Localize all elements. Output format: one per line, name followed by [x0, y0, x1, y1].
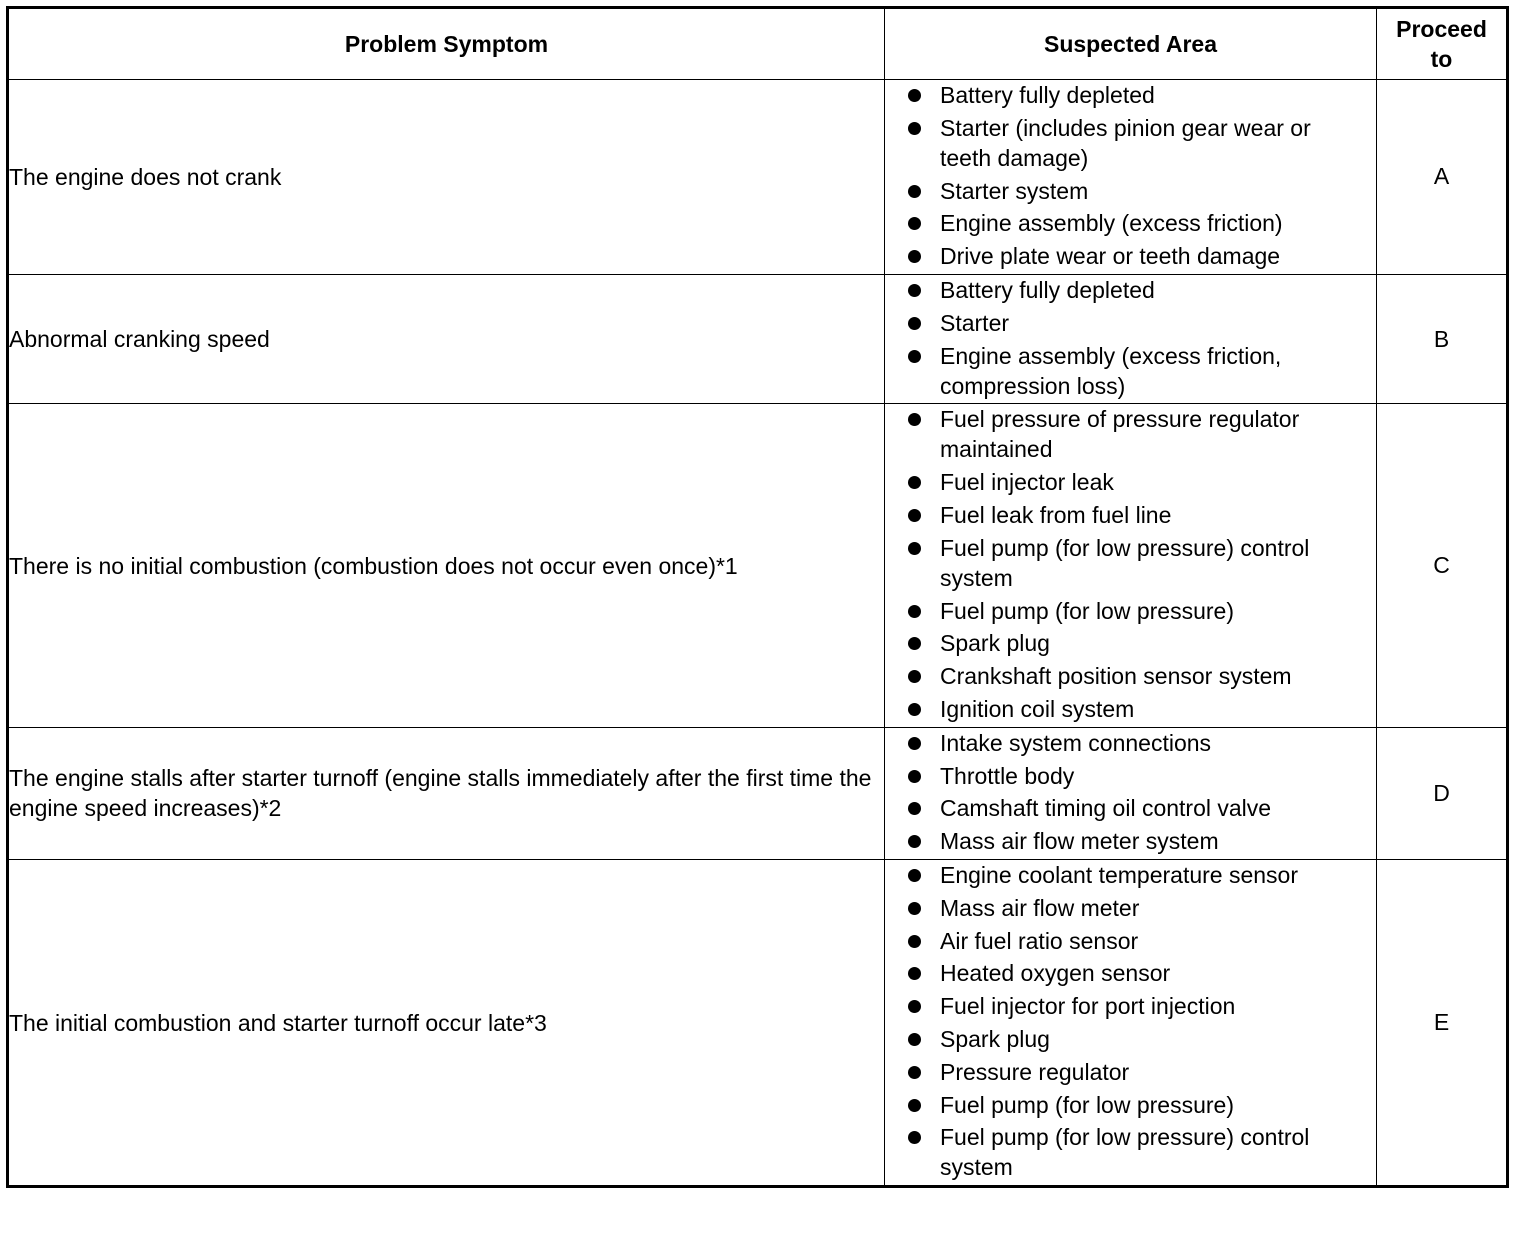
suspected-area-item — [885, 596, 1376, 626]
bullet-icon — [908, 703, 921, 716]
bullet-icon — [908, 122, 921, 135]
bullet-icon — [908, 1033, 921, 1046]
suspected-area-cell — [885, 727, 1377, 859]
bullet-icon — [908, 284, 921, 297]
suspected-area-text: Engine coolant temperature sensor — [940, 861, 1298, 888]
suspected-area-text: Engine assembly (excess friction) — [940, 210, 1283, 237]
bullet-icon — [908, 637, 921, 650]
suspected-area-text: Throttle body — [940, 762, 1075, 789]
bullet-icon — [908, 770, 921, 783]
table-row — [8, 80, 1508, 275]
proceed-to-cell: D — [1377, 727, 1508, 859]
suspected-area-text: Fuel pump (for low pressure) — [940, 1091, 1234, 1118]
bullet-icon — [908, 737, 921, 750]
bullet-icon — [908, 1099, 921, 1112]
suspected-area-text: Air fuel ratio sensor — [940, 927, 1139, 954]
bullet-icon — [908, 476, 921, 489]
suspected-area-text: Intake system connections — [940, 729, 1212, 756]
suspected-area-item — [885, 533, 1376, 593]
suspected-area-item — [885, 500, 1376, 530]
bullet-icon — [908, 967, 921, 980]
problem-symptom-cell: There is no initial combustion (combustion does not occur even once)*1 — [8, 404, 885, 727]
problem-symptom-cell: Abnormal cranking speed — [8, 274, 885, 403]
bullet-icon — [908, 509, 921, 522]
suspected-area-text: Fuel pump (for low pressure) control system — [940, 1124, 1310, 1181]
suspected-area-item — [885, 661, 1376, 691]
suspected-area-text: Drive plate wear or teeth damage — [940, 243, 1281, 270]
suspected-area-list — [885, 728, 1376, 856]
suspected-area-text: Fuel injector for port injection — [940, 993, 1236, 1020]
suspected-area-item — [885, 628, 1376, 658]
bullet-icon — [908, 413, 921, 426]
suspected-area-text: Fuel pump (for low pressure) control system — [940, 534, 1310, 591]
suspected-area-item — [885, 728, 1376, 758]
suspected-area-item — [885, 860, 1376, 890]
bullet-icon — [908, 935, 921, 948]
suspected-area-item — [885, 1024, 1376, 1054]
suspected-area-text: Fuel pressure of pressure regulator maintained — [940, 406, 1300, 463]
problem-symptom-cell: The engine stalls after starter turnoff (engine stalls immediately after the first time the engine speed increases)*2 — [8, 727, 885, 859]
suspected-area-item — [885, 176, 1376, 206]
suspected-area-text: Crankshaft position sensor system — [940, 663, 1292, 690]
suspected-area-text: Starter system — [940, 177, 1089, 204]
suspected-area-text: Mass air flow meter system — [940, 828, 1219, 855]
suspected-area-item — [885, 308, 1376, 338]
suspected-area-cell — [885, 859, 1377, 1186]
proceed-to-cell: B — [1377, 274, 1508, 403]
suspected-area-item — [885, 991, 1376, 1021]
bullet-icon — [908, 250, 921, 263]
bullet-icon — [908, 217, 921, 230]
bullet-icon — [908, 835, 921, 848]
table-row — [8, 727, 1508, 859]
bullet-icon — [908, 317, 921, 330]
suspected-area-item — [885, 404, 1376, 464]
suspected-area-item — [885, 761, 1376, 791]
suspected-area-item — [885, 341, 1376, 401]
suspected-area-list — [885, 80, 1376, 271]
diagnosis-table — [6, 6, 1509, 1188]
suspected-area-item — [885, 958, 1376, 988]
suspected-area-text: Engine assembly (excess friction, compression loss) — [940, 342, 1282, 399]
suspected-area-list — [885, 404, 1376, 724]
suspected-area-item — [885, 467, 1376, 497]
suspected-area-text: Fuel pump (for low pressure) — [940, 597, 1234, 624]
proceed-to-cell: E — [1377, 859, 1508, 1186]
bullet-icon — [908, 902, 921, 915]
bullet-icon — [908, 1000, 921, 1013]
bullet-icon — [908, 1131, 921, 1144]
suspected-area-list — [885, 275, 1376, 401]
suspected-area-text: Battery fully depleted — [940, 276, 1155, 303]
table-body — [8, 80, 1508, 1187]
suspected-area-item — [885, 208, 1376, 238]
suspected-area-item — [885, 893, 1376, 923]
problem-symptom-cell: The initial combustion and starter turnoff occur late*3 — [8, 859, 885, 1186]
suspected-area-cell — [885, 274, 1377, 403]
bullet-icon — [908, 670, 921, 683]
suspected-area-item — [885, 80, 1376, 110]
suspected-area-text: Starter (includes pinion gear wear or teeth damage) — [940, 114, 1311, 171]
suspected-area-text: Camshaft timing oil control valve — [940, 795, 1272, 822]
proceed-to-cell: C — [1377, 404, 1508, 727]
table-row — [8, 404, 1508, 727]
suspected-area-text: Ignition coil system — [940, 695, 1135, 722]
bullet-icon — [908, 1066, 921, 1079]
suspected-area-item — [885, 241, 1376, 271]
suspected-area-text: Starter — [940, 309, 1010, 336]
suspected-area-item — [885, 1057, 1376, 1087]
suspected-area-text: Fuel injector leak — [940, 469, 1114, 496]
suspected-area-item — [885, 1090, 1376, 1120]
table-row — [8, 274, 1508, 403]
suspected-area-cell — [885, 404, 1377, 727]
bullet-icon — [908, 869, 921, 882]
suspected-area-list — [885, 860, 1376, 1182]
suspected-area-item — [885, 113, 1376, 173]
bullet-icon — [908, 605, 921, 618]
suspected-area-text: Battery fully depleted — [940, 82, 1155, 108]
header-proceed-to — [1377, 8, 1508, 80]
header-problem-symptom: Problem Symptom — [8, 8, 885, 80]
suspected-area-item — [885, 926, 1376, 956]
bullet-icon — [908, 802, 921, 815]
bullet-icon — [908, 542, 921, 555]
suspected-area-text: Heated oxygen sensor — [940, 960, 1171, 987]
proceed-to-cell: A — [1377, 80, 1508, 275]
problem-symptom-cell: The engine does not crank — [8, 80, 885, 275]
suspected-area-text: Mass air flow meter — [940, 894, 1140, 921]
header-suspected-area: Suspected Area — [885, 8, 1377, 80]
bullet-icon — [908, 185, 921, 198]
suspected-area-item — [885, 1122, 1376, 1182]
suspected-area-item — [885, 694, 1376, 724]
suspected-area-text: Fuel leak from fuel line — [940, 501, 1172, 528]
suspected-area-text: Spark plug — [940, 630, 1050, 657]
suspected-area-text: Pressure regulator — [940, 1058, 1130, 1085]
suspected-area-item — [885, 275, 1376, 305]
header-row — [8, 8, 1508, 80]
header-proceed-to-label: Proceed to — [1396, 16, 1487, 72]
suspected-area-text: Spark plug — [940, 1025, 1050, 1052]
table-row — [8, 859, 1508, 1186]
suspected-area-cell — [885, 80, 1377, 275]
bullet-icon — [908, 350, 921, 363]
suspected-area-item — [885, 826, 1376, 856]
bullet-icon — [908, 89, 921, 102]
suspected-area-item — [885, 793, 1376, 823]
